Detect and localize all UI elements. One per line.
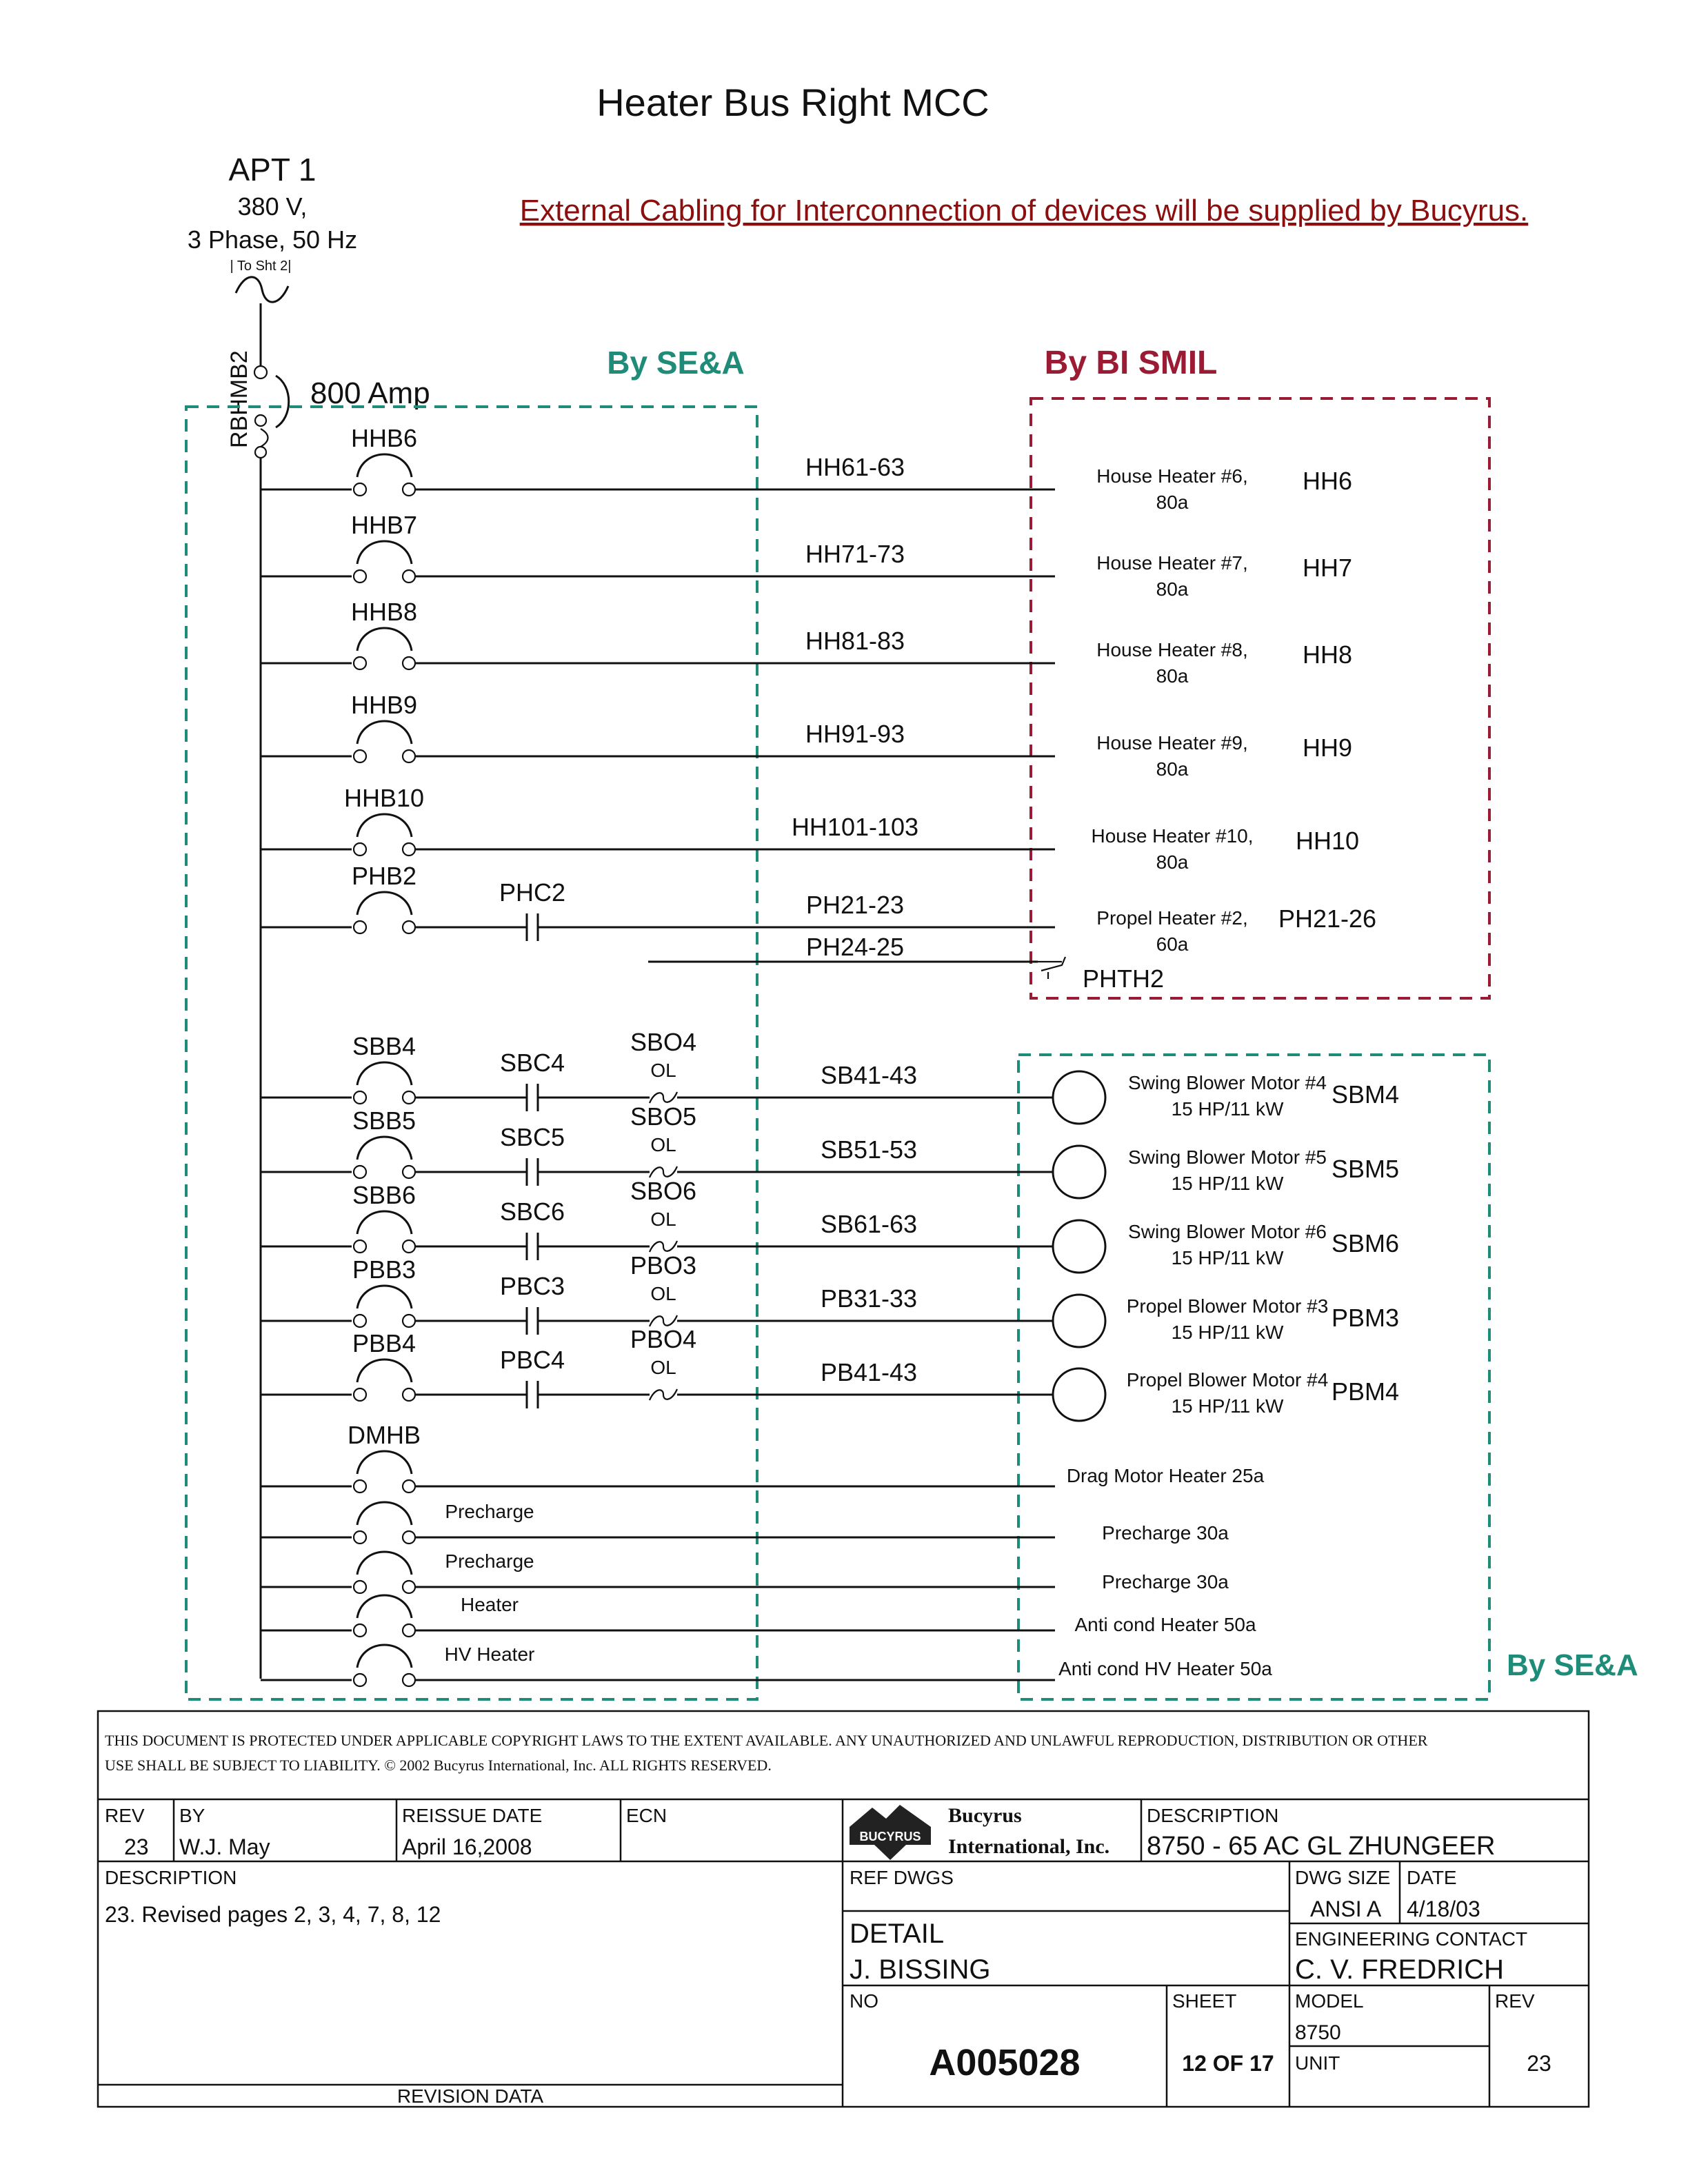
motor-overload-icon: [650, 1389, 677, 1400]
motor-overload-label: PBO3: [630, 1251, 697, 1280]
motor-load-name: Swing Blower Motor #6: [1128, 1221, 1327, 1242]
motor-breaker-arc-icon: [357, 1286, 412, 1308]
by-label: BY: [179, 1805, 205, 1826]
diagram-title: Heater Bus Right MCC: [596, 81, 989, 124]
motor-breaker-terminal-left: [354, 1315, 366, 1327]
region-label-se-a-top: By SE&A: [607, 345, 745, 381]
motor-load-rating: 15 HP/11 kW: [1171, 1173, 1284, 1194]
motor-breaker-label: PBB4: [352, 1329, 416, 1357]
propel-heater-load-amps: 60a: [1156, 933, 1189, 955]
motor-breaker-arc-icon: [357, 1137, 412, 1160]
motor-overload-ol-label: OL: [650, 1060, 676, 1081]
motor-cable-label: PB31-33: [820, 1284, 918, 1313]
heater-tag: HH10: [1295, 827, 1360, 855]
heater-cable-label: HH71-73: [805, 540, 905, 568]
motor-load-name: Swing Blower Motor #5: [1128, 1146, 1327, 1168]
motor-overload-ol-label: OL: [650, 1357, 676, 1378]
aux-breaker-label: DMHB: [348, 1421, 421, 1449]
motor-contactor-label: SBC6: [499, 1197, 565, 1226]
aux-breaker-label: Heater: [460, 1594, 519, 1615]
motor-load-rating: 15 HP/11 kW: [1171, 1395, 1284, 1417]
heater-load-amps: 80a: [1156, 758, 1189, 780]
heater-breaker-terminal-left: [354, 843, 366, 856]
aux-load-name: Anti cond Heater 50a: [1074, 1614, 1256, 1635]
motor-symbol-icon: [1053, 1220, 1105, 1273]
motor-branch-row: [261, 1028, 1399, 1124]
aux-breaker-terminal-left: [354, 1674, 366, 1686]
detail-label: DETAIL: [850, 1919, 945, 1949]
revision-data-label: REVISION DATA: [396, 2085, 544, 2107]
motor-cable-label: PB41-43: [820, 1358, 918, 1386]
thermostat-label: PHTH2: [1083, 964, 1165, 993]
heater-cable-label: HH61-63: [805, 453, 905, 481]
motor-overload-icon: [650, 1166, 677, 1177]
aux-breaker-label: HV Heater: [444, 1644, 535, 1665]
heater-load-name: House Heater #10,: [1091, 825, 1254, 847]
unit-label: UNIT: [1295, 2052, 1340, 2074]
motor-load-name: Swing Blower Motor #4: [1128, 1072, 1327, 1093]
heater-tag: HH7: [1302, 554, 1353, 582]
cabling-notice: External Cabling for Interconnection of devices will be supplied by Bucyrus.: [519, 194, 1529, 228]
motor-contactor-label: PBC3: [499, 1272, 565, 1300]
heater-load-amps: 80a: [1156, 492, 1189, 513]
company-name-line-2: International, Inc.: [948, 1835, 1110, 1858]
motor-tag: SBM5: [1331, 1155, 1400, 1183]
heater-breaker-terminal-right: [403, 483, 415, 496]
motor-breaker-label: SBB4: [352, 1032, 416, 1060]
motor-breaker-terminal-left: [354, 1166, 366, 1178]
aux-breaker-terminal-right: [403, 1624, 415, 1637]
bucyrus-logo: [850, 1805, 931, 1860]
motor-symbol-icon: [1053, 1368, 1105, 1421]
aux-breaker-terminal-left: [354, 1531, 366, 1544]
region-label-bi-smil: By BI SMIL: [1044, 345, 1218, 381]
copyright-line-2: USE SHALL BE SUBJECT TO LIABILITY. © 2002 Bucyrus International, Inc. ALL RIGHTS RESERVED.: [105, 1757, 772, 1774]
heater-tag: HH8: [1302, 640, 1353, 669]
heater-breaker-arc-icon: [357, 628, 412, 651]
motor-cable-label: SB61-63: [820, 1210, 918, 1238]
heater-breaker-terminal-right: [403, 750, 415, 762]
dwg-size-label: DWG SIZE: [1295, 1867, 1391, 1888]
main-breaker-terminal-top: [254, 366, 267, 378]
propel-heater-branch: [261, 862, 1376, 993]
heater-branch-row: [261, 424, 1352, 513]
aux-breaker-terminal-right: [403, 1581, 415, 1593]
heater-breaker-terminal-left: [354, 750, 366, 762]
aux-breaker-label: Precharge: [445, 1501, 534, 1522]
aux-breaker-arc-icon: [357, 1552, 412, 1575]
heater-cable-label: HH101-103: [791, 813, 919, 841]
dwg-size-value: ANSI A: [1310, 1897, 1382, 1921]
drawing-number-value: A005028: [929, 2042, 1081, 2083]
region-label-se-a-bottom: By SE&A: [1507, 1648, 1638, 1682]
heater-load-amps: 80a: [1156, 578, 1189, 600]
propel-heater-cable2-label: PH24-25: [805, 933, 905, 961]
aux-breaker-arc-icon: [357, 1595, 412, 1618]
aux-breaker-label: Precharge: [445, 1550, 534, 1572]
heater-breaker-terminal-left: [354, 483, 366, 496]
motor-breaker-terminal-left: [354, 1388, 366, 1401]
aux-load-name: Anti cond HV Heater 50a: [1058, 1658, 1272, 1679]
drawing-number-label: NO: [850, 1990, 878, 2012]
motor-tag: SBM4: [1331, 1080, 1400, 1109]
engineering-contact-label: ENGINEERING CONTACT: [1295, 1928, 1528, 1950]
heater-breaker-terminal-right: [403, 843, 415, 856]
heater-breaker-label: HHB6: [350, 424, 418, 452]
motor-overload-ol-label: OL: [650, 1134, 676, 1155]
motor-overload-ol-label: OL: [650, 1283, 676, 1304]
detail-value: J. BISSING: [850, 1954, 991, 1985]
motor-symbol-icon: [1053, 1295, 1105, 1347]
motor-breaker-terminal-right: [403, 1166, 415, 1178]
heater-load-name: House Heater #9,: [1096, 732, 1248, 754]
description-label: DESCRIPTION: [1147, 1805, 1279, 1826]
source-reference: | To Sht 2|: [230, 259, 292, 274]
heater-branch-row: [261, 691, 1352, 780]
motor-breaker-arc-icon: [357, 1359, 412, 1382]
heater-breaker-arc-icon: [357, 814, 412, 837]
rev-label: REV: [105, 1805, 145, 1826]
heater-breaker-terminal-left: [354, 570, 366, 583]
rev2-label: REV: [1495, 1990, 1535, 2012]
heater-branch-row: [261, 784, 1359, 873]
heater-cable-label: HH81-83: [805, 627, 905, 655]
model-label: MODEL: [1295, 1990, 1364, 2012]
motor-overload-icon: [650, 1092, 677, 1103]
aux-breaker-terminal-right: [403, 1674, 415, 1686]
propel-heater-contactor-label: PHC2: [499, 878, 566, 907]
motor-load-rating: 15 HP/11 kW: [1171, 1247, 1284, 1268]
copyright-line-1: THIS DOCUMENT IS PROTECTED UNDER APPLICABLE COPYRIGHT LAWS TO THE EXTENT AVAILABLE. ANY UNAUTHORIZED AND UNLAWFUL REPRODUCTION, DISTRIBUTION OR OTHER: [105, 1732, 1428, 1749]
motor-branches: [261, 1028, 1399, 1421]
main-breaker-terminal-bottom: [255, 447, 266, 458]
motor-contactor-label: SBC4: [499, 1049, 565, 1077]
description-value: 8750 - 65 AC GL ZHUNGEER: [1147, 1832, 1496, 1861]
aux-branch-row: [261, 1550, 1229, 1593]
motor-symbol-icon: [1053, 1146, 1105, 1198]
heater-breaker-label: HHB7: [350, 511, 418, 539]
aux-breaker-terminal-left: [354, 1624, 366, 1637]
motor-breaker-terminal-right: [403, 1315, 415, 1327]
propel-heater-breaker-arc-icon: [357, 892, 412, 915]
by-value: W.J. May: [179, 1834, 270, 1859]
aux-breaker-arc-icon: [357, 1645, 412, 1668]
motor-breaker-terminal-right: [403, 1388, 415, 1401]
thermostat-switch-icon: [1038, 957, 1065, 979]
title-block: [98, 1711, 1589, 2107]
motor-overload-label: SBO6: [630, 1177, 697, 1205]
heater-breaker-arc-icon: [357, 454, 412, 477]
motor-cable-label: SB51-53: [820, 1135, 918, 1164]
sheet-label: SHEET: [1172, 1990, 1237, 2012]
heater-breaker-terminal-right: [403, 657, 415, 669]
motor-load-name: Propel Blower Motor #3: [1126, 1295, 1329, 1317]
date-label: DATE: [1407, 1867, 1457, 1888]
source-phase: 3 Phase, 50 Hz: [187, 225, 358, 254]
heater-branch-row: [261, 598, 1352, 687]
motor-tag: PBM3: [1331, 1304, 1400, 1332]
aux-breaker-terminal-right: [403, 1480, 415, 1493]
motor-breaker-terminal-left: [354, 1240, 366, 1253]
reissue-date-value: April 16,2008: [402, 1834, 532, 1859]
aux-breaker-terminal-left: [354, 1480, 366, 1493]
motor-breaker-terminal-right: [403, 1240, 415, 1253]
propel-heater-breaker-terminal-right: [403, 921, 415, 933]
motor-symbol-icon: [1053, 1071, 1105, 1124]
motor-breaker-terminal-right: [403, 1091, 415, 1104]
motor-breaker-label: PBB3: [352, 1255, 416, 1284]
source-tilde-icon: [236, 277, 288, 302]
ecn-label: ECN: [626, 1805, 667, 1826]
rev-value: 23: [124, 1834, 149, 1859]
motor-tag: PBM4: [1331, 1377, 1400, 1406]
motor-cable-label: SB41-43: [820, 1061, 918, 1089]
motor-breaker-label: SBB5: [352, 1106, 416, 1135]
aux-load-name: Precharge 30a: [1102, 1522, 1229, 1544]
heater-cable-label: HH91-93: [805, 720, 905, 748]
aux-load-name: Precharge 30a: [1102, 1571, 1229, 1593]
aux-branch-row: [261, 1421, 1265, 1493]
heater-branch-row: [261, 511, 1352, 600]
date-value: 4/18/03: [1407, 1897, 1480, 1921]
revision-description-value: 23. Revised pages 2, 3, 4, 7, 8, 12: [105, 1902, 441, 1927]
reissue-date-label: REISSUE DATE: [402, 1805, 543, 1826]
heater-tag: HH9: [1302, 734, 1353, 762]
motor-contactor-label: SBC5: [499, 1123, 565, 1151]
source-name: APT 1: [228, 152, 316, 188]
heater-load-amps: 80a: [1156, 851, 1189, 873]
propel-heater-cable-label: PH21-23: [805, 891, 905, 919]
aux-branches: [261, 1421, 1272, 1686]
aux-branch-row: [261, 1644, 1272, 1686]
heater-load-name: House Heater #6,: [1096, 465, 1248, 487]
aux-breaker-arc-icon: [357, 1451, 412, 1474]
motor-breaker-arc-icon: [357, 1062, 412, 1085]
motor-overload-label: SBO5: [630, 1102, 697, 1131]
propel-heater-tag: PH21-26: [1278, 904, 1377, 933]
motor-overload-label: PBO4: [630, 1325, 697, 1353]
heater-load-name: House Heater #8,: [1096, 639, 1248, 660]
heater-breaker-terminal-left: [354, 657, 366, 669]
aux-branch-row: [261, 1501, 1229, 1544]
motor-load-rating: 15 HP/11 kW: [1171, 1098, 1284, 1120]
heater-load-amps: 80a: [1156, 665, 1189, 687]
heater-breaker-label: HHB9: [350, 691, 418, 719]
motor-overload-icon: [650, 1241, 677, 1252]
engineering-contact-value: C. V. FREDRICH: [1295, 1954, 1505, 1985]
ref-dwgs-label: REF DWGS: [850, 1867, 954, 1888]
propel-heater-load-name: Propel Heater #2,: [1096, 907, 1248, 929]
aux-breaker-terminal-left: [354, 1581, 366, 1593]
motor-overload-label: SBO4: [630, 1028, 697, 1056]
heater-breaker-terminal-right: [403, 570, 415, 583]
heater-load-name: House Heater #7,: [1096, 552, 1248, 574]
aux-breaker-terminal-right: [403, 1531, 415, 1544]
main-breaker-rating: 800 Amp: [310, 376, 430, 410]
propel-heater-breaker-terminal-left: [354, 921, 366, 933]
sheet-value: 12 OF 17: [1182, 2051, 1274, 2076]
aux-load-name: Drag Motor Heater 25a: [1066, 1465, 1265, 1486]
heater-branches: [261, 424, 1359, 873]
company-name-line-1: Bucyrus: [948, 1804, 1022, 1827]
main-breaker-terminal-mid: [255, 415, 266, 426]
source-voltage: 380 V,: [237, 192, 308, 221]
rev2-value: 23: [1527, 2051, 1551, 2076]
heater-breaker-arc-icon: [357, 541, 412, 564]
propel-heater-breaker-label: PHB2: [351, 862, 417, 890]
motor-contactor-label: PBC4: [499, 1346, 565, 1374]
aux-breaker-arc-icon: [357, 1502, 412, 1525]
main-breaker-fuse-icon: [261, 429, 268, 447]
motor-overload-ol-label: OL: [650, 1209, 676, 1230]
heater-breaker-label: HHB8: [350, 598, 418, 626]
main-breaker-arc: [276, 376, 289, 427]
main-breaker-label: RBHMB2: [226, 350, 252, 448]
motor-load-name: Propel Blower Motor #4: [1126, 1369, 1329, 1391]
motor-load-rating: 15 HP/11 kW: [1171, 1322, 1284, 1343]
motor-breaker-arc-icon: [357, 1211, 412, 1234]
logo-text: BUCYRUS: [859, 1830, 921, 1843]
revision-description-label: DESCRIPTION: [105, 1867, 237, 1888]
motor-breaker-terminal-left: [354, 1091, 366, 1104]
heater-tag: HH6: [1302, 467, 1353, 495]
heater-breaker-arc-icon: [357, 721, 412, 744]
model-value: 8750: [1295, 2021, 1341, 2044]
heater-breaker-label: HHB10: [343, 784, 425, 812]
motor-tag: SBM6: [1331, 1229, 1400, 1257]
motor-breaker-label: SBB6: [352, 1181, 416, 1209]
